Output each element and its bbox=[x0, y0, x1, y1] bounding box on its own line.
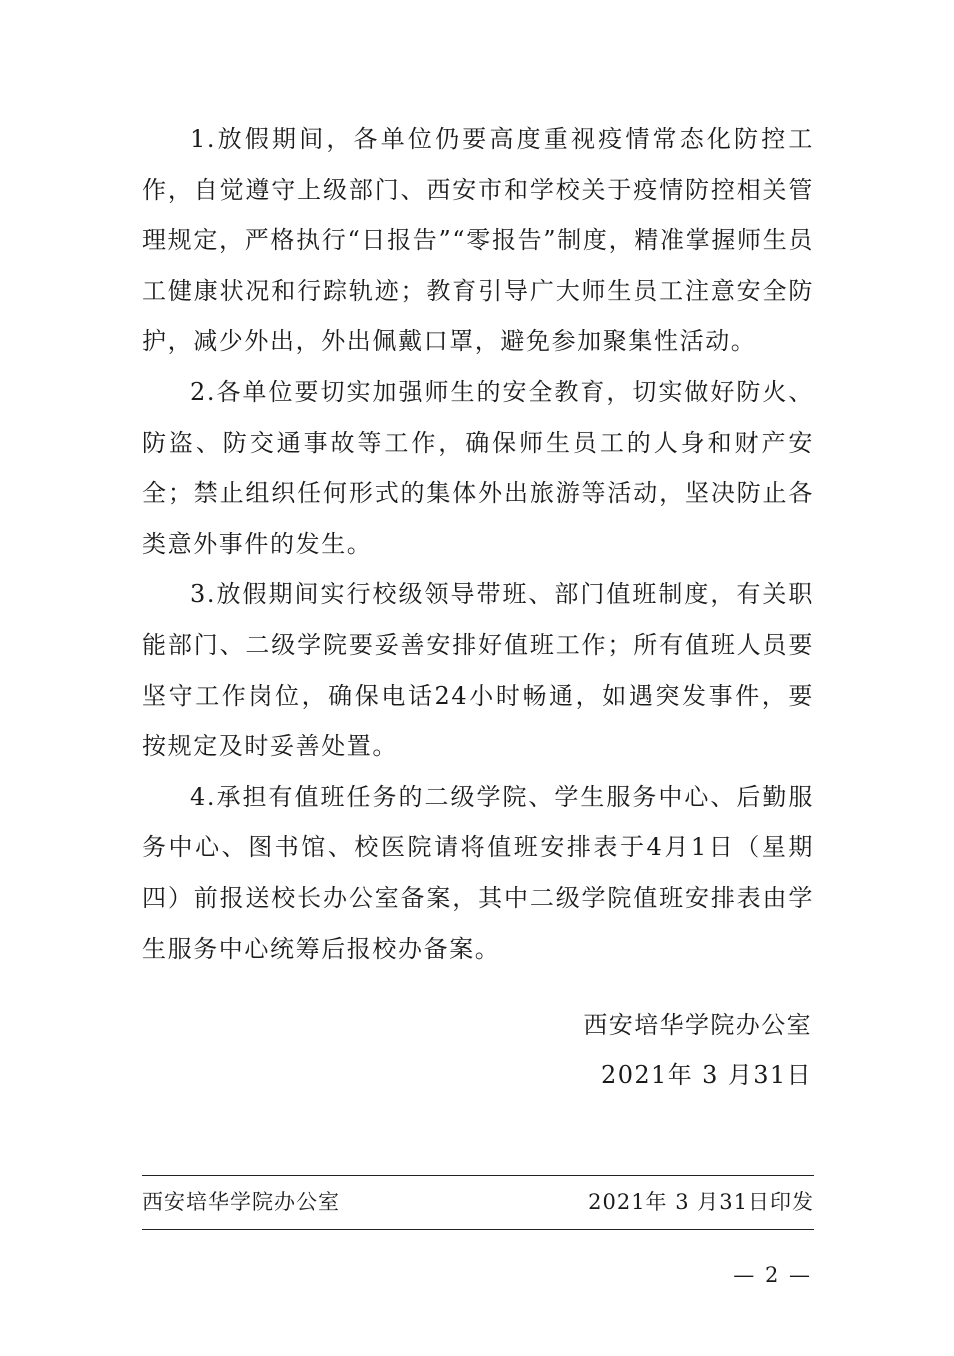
paragraph-3: 3.放假期间实行校级领导带班、部门值班制度，有关职能部门、二级学院要妥善安排好值班工作；所有值班人员要坚守工作岗位，确保电话24小时畅通，如遇突发事件，要按规定及时妥善处置。 bbox=[142, 580, 814, 761]
paragraph-2: 2.各单位要切实加强师生的安全教育，切实做好防火、防盗、防交通事故等工作，确保师生员工的人身和财产安全；禁止组织任何形式的集体外出旅游等活动，坚决防止各类意外事件的发生。 bbox=[142, 377, 814, 558]
footer-issuer: 西安培华学院办公室 bbox=[142, 1190, 340, 1214]
signature-organization: 西安培华学院办公室 bbox=[583, 1011, 812, 1039]
issuance-footer bbox=[142, 1183, 814, 1221]
document-body bbox=[142, 114, 814, 974]
footer-issue-date: 2021年 3 月31日印发 bbox=[588, 1190, 814, 1214]
signature-block bbox=[583, 1000, 812, 1100]
paragraph-4: 4.承担有值班任务的二级学院、学生服务中心、后勤服务中心、图书馆、校医院请将值班安排表于4月1日（星期四）前报送校长办公室备案，其中二级学院值班安排表由学生服务中心统筹后报校办备案。 bbox=[142, 782, 814, 963]
footer-bottom-rule bbox=[142, 1229, 814, 1230]
page-number: — 2 — bbox=[733, 1263, 812, 1287]
signature-date: 2021年 3 月31日 bbox=[601, 1061, 812, 1089]
footer-top-rule bbox=[142, 1175, 814, 1176]
paragraph-1: 1.放假期间，各单位仍要高度重视疫情常态化防控工作，自觉遵守上级部门、西安市和学校关于疫情防控相关管理规定，严格执行“日报告”“零报告”制度，精准掌握师生员工健康状况和行踪轨迹；教育引导广大师生员工注意安全防护，减少外出，外出佩戴口罩，避免参加聚集性活动。 bbox=[142, 125, 814, 356]
